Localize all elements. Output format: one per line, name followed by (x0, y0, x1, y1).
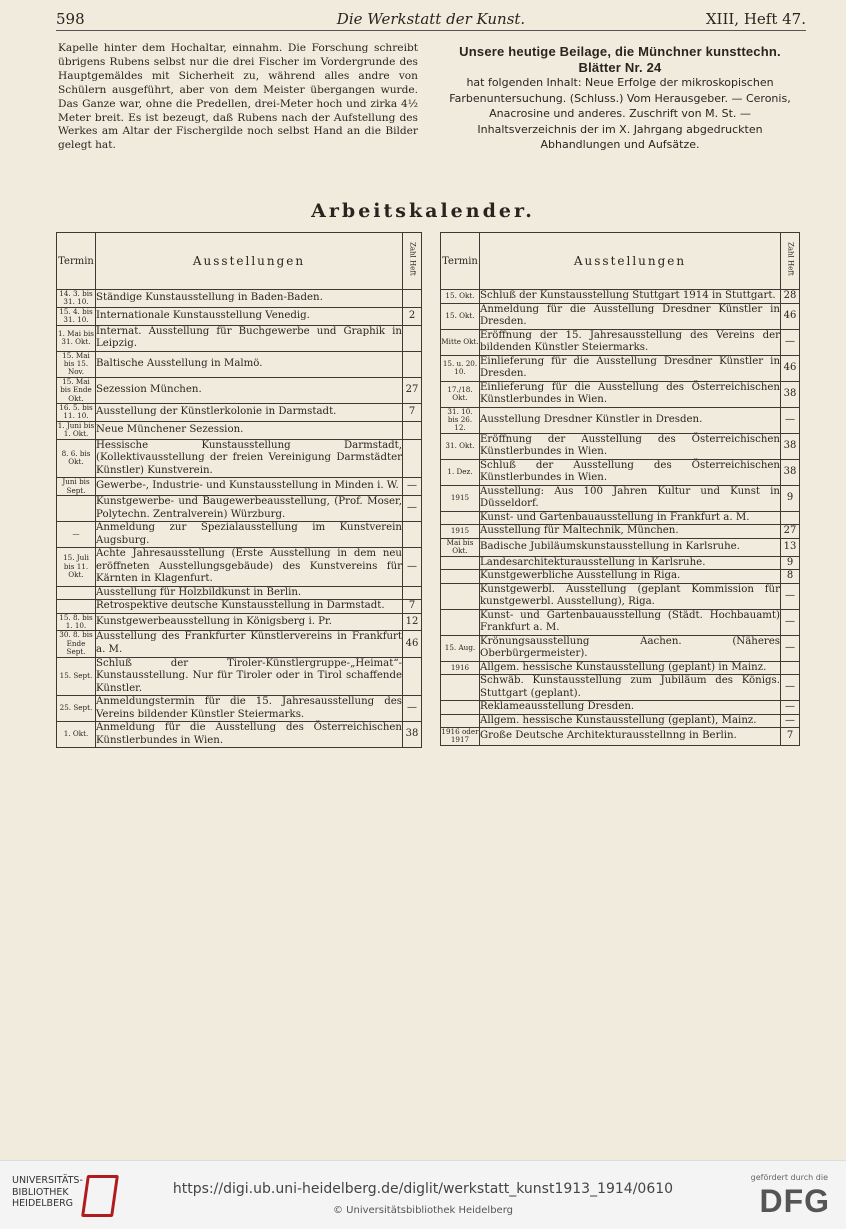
row-date: Mitte Okt. (441, 329, 480, 355)
row-heft: 38 (781, 459, 800, 485)
row-exhibition: Ausstellung: Aus 100 Jahren Kultur und Kunst in Düsseldorf. (480, 485, 780, 510)
row-exhibition: Große Deutsche Architekturausstellnng in Berlin. (480, 728, 781, 746)
dfg-logo: DFG (759, 1183, 830, 1219)
row-heft (781, 511, 800, 525)
row-date: 15. Sept. (57, 657, 96, 696)
row-heft (403, 657, 422, 696)
row-exhibition: Anmeldung für die Ausstellung Dresdner Künstler in Dresden. (480, 303, 780, 327)
table-row (441, 485, 800, 511)
supplement-headline: Unsere heutige Beilage, die Münchner kunsttechn. Blätter Nr. 24 (459, 44, 781, 75)
row-date (441, 583, 480, 609)
table-row (57, 657, 422, 696)
row-exhibition: Allgem. hessische Kunstausstellung (geplant) in Mainz. (480, 661, 781, 675)
row-exhibition: Krönungsausstellung Aachen. (Näheres Oberbürgermeister). (480, 635, 780, 660)
row-heft (403, 439, 422, 478)
row-heft: 28 (781, 290, 800, 304)
row-exhibition: Einlieferung für die Ausstellung Dresdner Künstler in Dresden. (480, 355, 780, 379)
row-heft (781, 661, 800, 675)
row-exhibition: Anmeldung zur Spezialausstellung im Kunstverein Augsburg. (96, 522, 402, 546)
row-date: 1. Okt. (57, 722, 96, 748)
table-row (441, 459, 800, 485)
permalink[interactable]: https://digi.ub.uni-heidelberg.de/diglit/werkstatt_kunst1913_1914/0610 (172, 1181, 674, 1197)
row-date: 31. Okt. (441, 433, 480, 459)
row-exhibition: Ausstellung der Künstlerkolonie in Darmstadt. (96, 404, 403, 422)
table-row (441, 714, 800, 728)
row-heft (403, 351, 422, 377)
row-exhibition: Neue Münchener Sezession. (96, 421, 403, 439)
row-heft: 27 (403, 377, 422, 403)
row-heft: 7 (403, 404, 422, 422)
table-header-row (441, 233, 800, 290)
funding-note: gefördert durch die (750, 1173, 828, 1182)
table-row (441, 433, 800, 459)
table-row (57, 351, 422, 377)
row-exhibition: Internat. Ausstellung für Buchgewerbe und Graphik in Leipzig. (96, 325, 402, 350)
table-header-row (57, 233, 422, 290)
journal-title: Die Werkstatt der Kunst. (336, 10, 526, 28)
header-termin: Termin (441, 233, 480, 290)
header-heft: Zahl Heft (786, 241, 795, 276)
row-date: 15. Mai bis Ende Okt. (57, 377, 96, 403)
row-exhibition: Internationale Kunstausstellung Venedig. (96, 307, 403, 325)
table-row (57, 307, 422, 325)
row-date (57, 586, 96, 600)
intro-left-paragraph: Kapelle hinter dem Hochaltar, einnahm. Die Forschung schreibt übrigens Rubens selbst nur die drei Fischer im Vordergrunde des Hauptgemäldes mit Sicherheit zu, während alles andre von Schülern ausgeführt, aber von dem Meister übergangen wurde. Das Ganze war, ohne die Predellen, drei-Meter hoch und zirka 4½ Meter breit. Es ist bezeugt, daß Rubens nach der Aufstellung des Werkes am Altar der Fischergilde noch selbst Hand an die Bilder gelegt hat. (58, 42, 418, 152)
row-date: 15. u. 20. 10. (441, 355, 480, 381)
row-date: 30. 8. bis Ende Sept. (57, 631, 96, 657)
row-date (441, 511, 480, 525)
row-date: 16. 5. bis 11. 10. (57, 404, 96, 422)
table-row (57, 586, 422, 600)
table-row (441, 570, 800, 584)
row-date: 1916 oder 1917 (441, 727, 479, 745)
row-date: — (57, 522, 96, 548)
row-heft: 7 (781, 728, 800, 746)
row-date (441, 556, 480, 570)
table-row (441, 609, 800, 635)
row-exhibition: Eröffnung der Ausstellung des Österreichischen Künstlerbundes in Wien. (480, 433, 780, 458)
row-heft: 38 (781, 381, 800, 407)
copyright-notice: © Universitätsbibliothek Heidelberg (332, 1205, 513, 1216)
table-row (57, 722, 422, 748)
table-row (441, 329, 800, 355)
row-heft (403, 586, 422, 600)
row-exhibition: Ausstellung für Maltechnik, München. (480, 525, 781, 539)
row-exhibition: Ausstellung des Frankfurter Künstlervereins in Frankfurt a. M. (96, 631, 403, 657)
row-heft: 46 (781, 303, 800, 329)
row-date: 15. 4. bis 31. 10. (57, 307, 96, 325)
row-heft: — (403, 696, 422, 722)
row-date: 17./18. Okt. (441, 381, 480, 407)
row-date (57, 600, 96, 614)
table-row (441, 556, 800, 570)
row-exhibition: Allgem. hessische Kunstausstellung (geplant), Mainz. (480, 714, 781, 728)
table-row (57, 404, 422, 422)
row-exhibition: Eröffnung der 15. Jahresausstellung des Vereins der bildenden Künstler Steiermarks. (480, 329, 780, 353)
running-header (56, 8, 806, 31)
row-heft: 9 (781, 485, 800, 511)
row-exhibition: Kunstgewerbe- und Baugewerbeausstellung, (Prof. Moser, Polytechn. Zentralverein) Würzburg. (96, 496, 402, 520)
row-heft: — (781, 701, 800, 715)
row-heft: 27 (781, 525, 800, 539)
row-heft: — (781, 329, 800, 355)
row-heft (403, 290, 422, 308)
row-date: 25. Sept. (57, 696, 96, 722)
row-exhibition: Kunstgewerbl. Ausstellung (geplant Kommission für kunstgewerbl. Ausstellung), Riga. (480, 583, 780, 608)
table-row (441, 675, 800, 701)
row-heft (403, 421, 422, 439)
row-heft: 38 (403, 722, 422, 748)
table-row (441, 381, 800, 407)
row-heft: 9 (781, 556, 800, 570)
row-date: 15. Okt. (441, 290, 480, 304)
row-heft: — (403, 478, 422, 496)
row-date (441, 609, 480, 635)
row-exhibition: Schluß der Ausstellung des Österreichischen Künstlerbundes in Wien. (480, 459, 780, 484)
table-row (441, 635, 800, 661)
row-date (441, 675, 480, 701)
viewer-footer (0, 1160, 846, 1229)
row-date: Juni bis Sept. (57, 478, 96, 496)
table-row (57, 439, 422, 478)
row-date: 8. 6. bis Okt. (57, 439, 96, 478)
table-row (57, 496, 422, 522)
calendar-table-left (56, 232, 422, 748)
row-exhibition: Kunst- und Gartenbauausstellung in Frankfurt a. M. (480, 511, 781, 525)
row-exhibition: Badische Jubiläumskunstausstellung in Karlsruhe. (480, 538, 781, 556)
row-heft: 12 (403, 613, 422, 631)
row-exhibition: Landesarchitekturausstellung in Karlsruhe. (480, 556, 781, 570)
table-row (57, 325, 422, 351)
row-date: 1915 (441, 485, 480, 511)
table-row (57, 548, 422, 587)
table-row (441, 701, 800, 715)
row-exhibition: Achte Jahresausstellung (Erste Ausstellung in dem neu eröffneten Ausstellungsgebäude) des Kunstvereins für Kärnten in Klagenfurt. (96, 548, 402, 584)
row-exhibition: Einlieferung für die Ausstellung des Österreichischen Künstlerbundes in Wien. (480, 381, 780, 405)
table-row (441, 525, 800, 539)
row-date: 15. 8. bis 1. 10. (57, 613, 96, 631)
supplement-contents: hat folgenden Inhalt: Neue Erfolge der mikroskopischen Farbenuntersuchung. (Schluss.) Vom Herausgeber. — Ceronis, Anacrosine und anderes. Zuschrift von M. St. — Inhaltsverzeichnis der im X. Jahrgang abgedruckten Abhandlungen und Aufsätze. (449, 76, 791, 151)
table-row (441, 290, 800, 304)
row-date: Mai bis Okt. (441, 538, 480, 556)
row-exhibition: Ausstellung Dresdner Künstler in Dresden. (480, 407, 781, 433)
table-row (441, 303, 800, 329)
row-date: 15. Juli bis 11. Okt. (57, 548, 96, 587)
table-row (441, 538, 800, 556)
row-exhibition: Ausstellung für Holzbildkunst in Berlin. (96, 586, 403, 600)
header-ausstellungen: Ausstellungen (96, 233, 403, 290)
row-heft: 46 (403, 631, 422, 657)
page-number: 598 (56, 10, 85, 28)
row-heft (403, 522, 422, 548)
row-heft: 8 (781, 570, 800, 584)
header-heft: Zahl Heft (408, 241, 417, 276)
row-heft: 38 (781, 433, 800, 459)
table-row (441, 407, 800, 433)
row-exhibition: Anmeldung für die Ausstellung des Österreichischen Künstlerbundes in Wien. (96, 722, 402, 746)
row-exhibition: Gewerbe-, Industrie- und Kunstausstellung in Minden i. W. (96, 478, 403, 496)
row-exhibition: Hessische Kunstausstellung Darmstadt, (Kollektivausstellung der freien Vereinigung Darmstädter Künstler) Kunstverein. (96, 439, 402, 476)
row-heft: — (781, 675, 800, 701)
row-exhibition: Kunstgewerbliche Ausstellung in Riga. (480, 570, 781, 584)
row-heft (403, 325, 422, 351)
row-heft: — (781, 609, 800, 635)
section-title: Arbeitskalender. (311, 200, 535, 222)
row-date: 1. Dez. (441, 459, 480, 485)
row-heft: — (781, 407, 800, 433)
row-date (441, 570, 480, 584)
row-exhibition: Retrospektive deutsche Kunstausstellung in Darmstadt. (96, 600, 403, 614)
row-exhibition: Sezession München. (96, 377, 403, 403)
row-date: 15. Okt. (441, 303, 480, 329)
table-row (57, 600, 422, 614)
row-exhibition: Kunst- und Gartenbauausstellung (Städt. Hochbauamt) Frankfurt a. M. (480, 609, 780, 634)
table-row (57, 421, 422, 439)
table-row (441, 355, 800, 381)
row-date: 14. 3. bis 31. 10. (57, 290, 96, 308)
table-row (441, 583, 800, 609)
row-heft: 46 (781, 355, 800, 381)
table-row (57, 522, 422, 548)
table-row (57, 631, 422, 657)
issue-number: XIII, Heft 47. (705, 10, 806, 28)
header-termin: Termin (57, 233, 96, 290)
row-heft: — (781, 583, 800, 609)
table-row (57, 377, 422, 403)
row-date (441, 714, 480, 728)
table-row (57, 478, 422, 496)
row-date: 1. Mai bis 31. Okt. (57, 325, 96, 351)
intro-right-notice (440, 44, 800, 153)
table-row (57, 696, 422, 722)
row-exhibition: Kunstgewerbeausstellung in Königsberg i. Pr. (96, 613, 403, 631)
row-heft: — (403, 548, 422, 587)
row-exhibition: Schluß der Kunstausstellung Stuttgart 1914 in Stuttgart. (480, 290, 781, 304)
row-date: 1916 (441, 661, 480, 675)
row-date: 15. Mai bis 15. Nov. (57, 351, 96, 377)
library-name: UNIVERSITÄTS- BIBLIOTHEK HEIDELBERG (12, 1175, 83, 1209)
table-row (441, 728, 800, 746)
row-date: 1. Juni bis 1. Okt. (57, 420, 95, 439)
row-heft: — (781, 714, 800, 728)
row-heft: — (403, 496, 422, 522)
row-exhibition: Anmeldungstermin für die 15. Jahresausstellung des Vereins bildender Künstler Steiermarks. (96, 696, 402, 720)
row-exhibition: Schluß der Tiroler-Künstlergruppe-„Heimat“-Kunstausstellung. Nur für Tiroler oder in Tirol schaffende Künstler. (96, 657, 402, 694)
row-exhibition: Baltische Ausstellung in Malmö. (96, 351, 403, 377)
table-row (57, 290, 422, 308)
row-exhibition: Reklameausstellung Dresden. (480, 701, 781, 715)
row-exhibition: Schwäb. Kunstausstellung zum Jubiläum des Königs. Stuttgart (geplant). (480, 675, 780, 699)
row-heft: 2 (403, 307, 422, 325)
table-row (441, 511, 800, 525)
row-date (441, 701, 480, 715)
row-date: 15. Aug. (441, 635, 480, 661)
row-heft: 13 (781, 538, 800, 556)
row-heft: — (781, 635, 800, 661)
row-date (57, 496, 96, 522)
row-heft: 7 (403, 600, 422, 614)
calendar-table-right (440, 232, 800, 746)
row-date: 1915 (441, 525, 480, 539)
row-date: 31. 10. bis 26. 12. (441, 407, 480, 433)
header-ausstellungen: Ausstellungen (480, 233, 781, 290)
row-exhibition: Ständige Kunstausstellung in Baden-Baden. (96, 290, 403, 308)
table-row (57, 613, 422, 631)
table-row (441, 661, 800, 675)
